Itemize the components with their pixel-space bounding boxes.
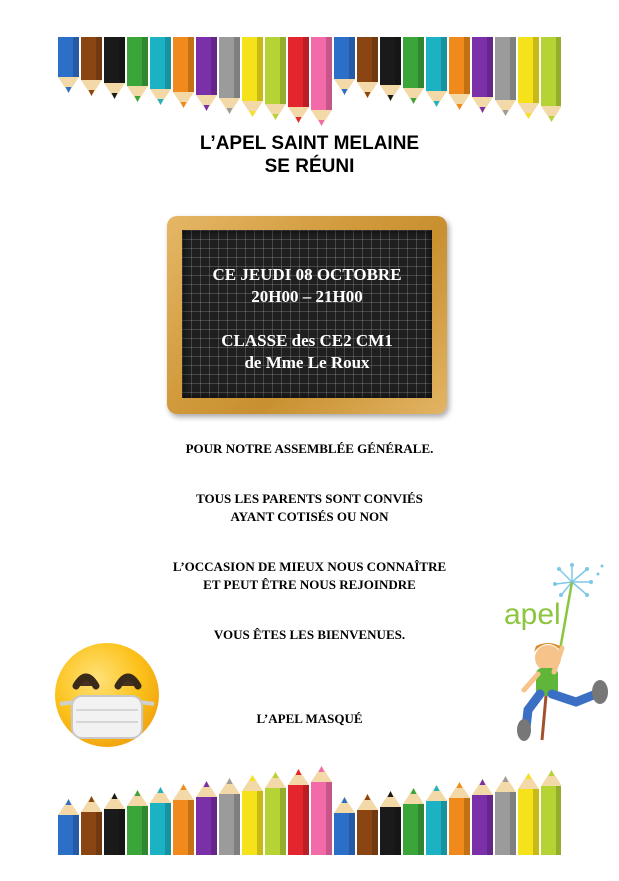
pencil	[173, 37, 194, 108]
chalkboard-frame	[167, 216, 447, 414]
pencil	[173, 784, 194, 855]
pencil	[196, 37, 217, 111]
pencil	[334, 797, 355, 855]
pencil	[541, 770, 561, 855]
apel-logo-icon	[490, 560, 612, 750]
signature-text: L’APEL MASQUÉ	[256, 711, 363, 726]
page-title	[0, 132, 619, 178]
pencil	[472, 779, 493, 855]
occasion-line-2: ET PEUT ÊTRE NOUS REJOINDRE	[203, 577, 416, 592]
pencil	[104, 793, 125, 855]
top-pencil-border	[58, 37, 561, 127]
meeting-time: 20H00 – 21H00	[251, 287, 363, 306]
pencil	[449, 37, 470, 110]
occasion-line-1: L’OCCASION DE MIEUX NOUS CONNAÎTRE	[172, 559, 447, 574]
pencil	[81, 796, 102, 855]
meeting-teacher: de Mme Le Roux	[244, 353, 370, 372]
pencil	[58, 799, 79, 855]
title-line-2: SE RÉUNI	[264, 156, 355, 177]
pencil	[357, 794, 378, 855]
colored-pencils-icon	[58, 37, 561, 127]
pencil	[495, 776, 516, 855]
pencil	[242, 775, 263, 855]
pencil	[518, 37, 539, 119]
pencil	[472, 37, 493, 113]
pencil	[380, 37, 401, 101]
pencil	[265, 772, 286, 855]
pencil	[150, 37, 171, 105]
pencil	[334, 37, 355, 95]
pencil	[311, 766, 332, 855]
welcome-text: VOUS ÊTES LES BIENVENUES.	[213, 627, 406, 642]
pencil	[426, 37, 447, 107]
meeting-room: CLASSE des CE2 CM1	[221, 331, 393, 350]
pencil	[518, 773, 539, 855]
pencil	[403, 788, 424, 855]
pencil	[127, 37, 148, 102]
masked-smiley-icon	[52, 640, 162, 750]
invite-line-1: TOUS LES PARENTS SONT CONVIÉS	[196, 491, 423, 506]
apel-logo-text: apel	[504, 598, 561, 631]
pencil	[288, 37, 309, 123]
pencil	[219, 37, 240, 114]
pencil	[403, 37, 424, 104]
meeting-date: CE JEUDI 08 OCTOBRE	[212, 265, 402, 284]
pencil	[288, 769, 309, 855]
pencil	[311, 37, 332, 126]
pencil	[426, 785, 447, 855]
pencil	[495, 37, 516, 116]
pencil	[219, 778, 240, 855]
pencil	[541, 37, 561, 122]
purpose-text: POUR NOTRE ASSEMBLÉE GÉNÉRALE.	[185, 441, 434, 456]
pencil	[380, 791, 401, 855]
pencil	[104, 37, 125, 99]
pencil	[265, 37, 286, 120]
bottom-pencil-border	[58, 765, 561, 855]
colored-pencils-icon	[58, 765, 561, 855]
pencil	[449, 782, 470, 855]
pencil	[81, 37, 102, 96]
chalkboard	[146, 203, 469, 425]
pencil	[357, 37, 378, 98]
pencil	[127, 790, 148, 855]
pencil	[242, 37, 263, 117]
chalkboard-surface	[182, 230, 432, 398]
pencil	[150, 787, 171, 855]
invite-line-2: AYANT COTISÉS OU NON	[230, 509, 389, 524]
title-line-1: L’APEL SAINT MELAINE	[199, 133, 420, 154]
pencil	[58, 37, 79, 93]
pencil	[196, 781, 217, 855]
